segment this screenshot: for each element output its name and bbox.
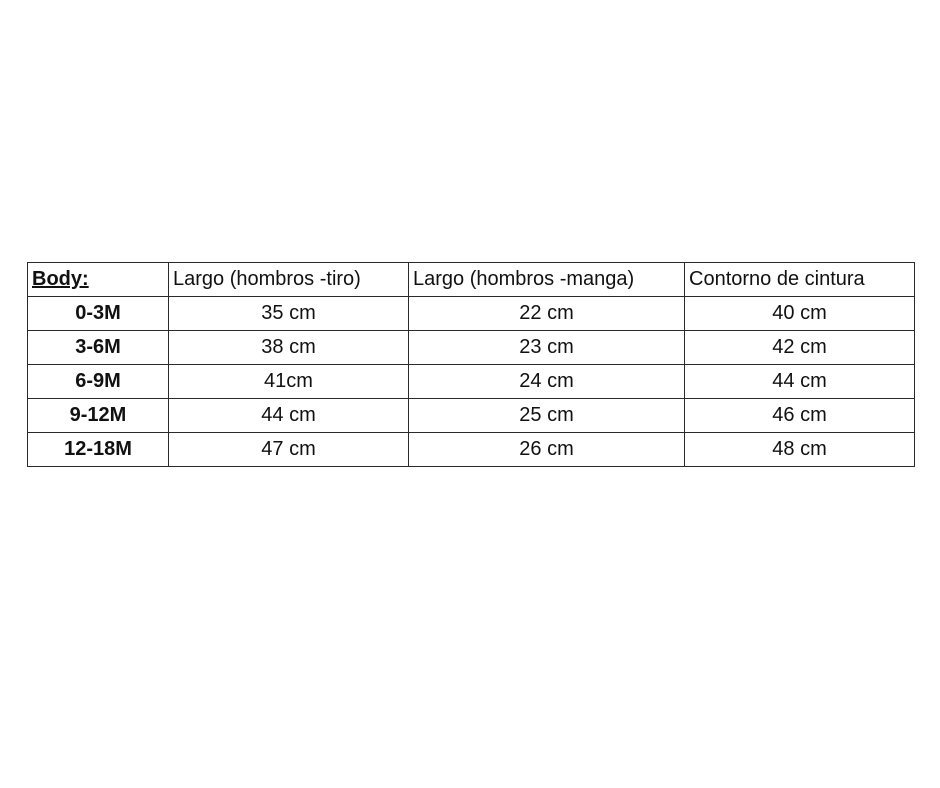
table-row [28, 365, 915, 399]
table-cell: 46 cm [685, 399, 915, 433]
table-cell: 23 cm [409, 331, 685, 365]
table-cell: 42 cm [685, 331, 915, 365]
table-cell: 44 cm [169, 399, 409, 433]
table-cell: 22 cm [409, 297, 685, 331]
row-size-label: 9-12M [28, 399, 169, 433]
table-cell: 25 cm [409, 399, 685, 433]
table-cell: 24 cm [409, 365, 685, 399]
table-cell: 38 cm [169, 331, 409, 365]
table-row [28, 399, 915, 433]
column-header-waist-circumference: Contorno de cintura [685, 263, 915, 297]
table-cell: 47 cm [169, 433, 409, 467]
size-chart-table [27, 262, 915, 467]
table-row [28, 331, 915, 365]
row-size-label: 12-18M [28, 433, 169, 467]
row-size-label: 3-6M [28, 331, 169, 365]
table-cell: 40 cm [685, 297, 915, 331]
table-row [28, 433, 915, 467]
table-row [28, 297, 915, 331]
column-header-length-shoulder-sleeve: Largo (hombros -manga) [409, 263, 685, 297]
column-header-length-shoulder-crotch: Largo (hombros -tiro) [169, 263, 409, 297]
table-cell: 44 cm [685, 365, 915, 399]
table-cell: 41cm [169, 365, 409, 399]
table-cell: 35 cm [169, 297, 409, 331]
row-size-label: 6-9M [28, 365, 169, 399]
row-size-label: 0-3M [28, 297, 169, 331]
table-header-row [28, 263, 915, 297]
table-corner-label: Body: [28, 263, 169, 297]
table-cell: 48 cm [685, 433, 915, 467]
table-cell: 26 cm [409, 433, 685, 467]
